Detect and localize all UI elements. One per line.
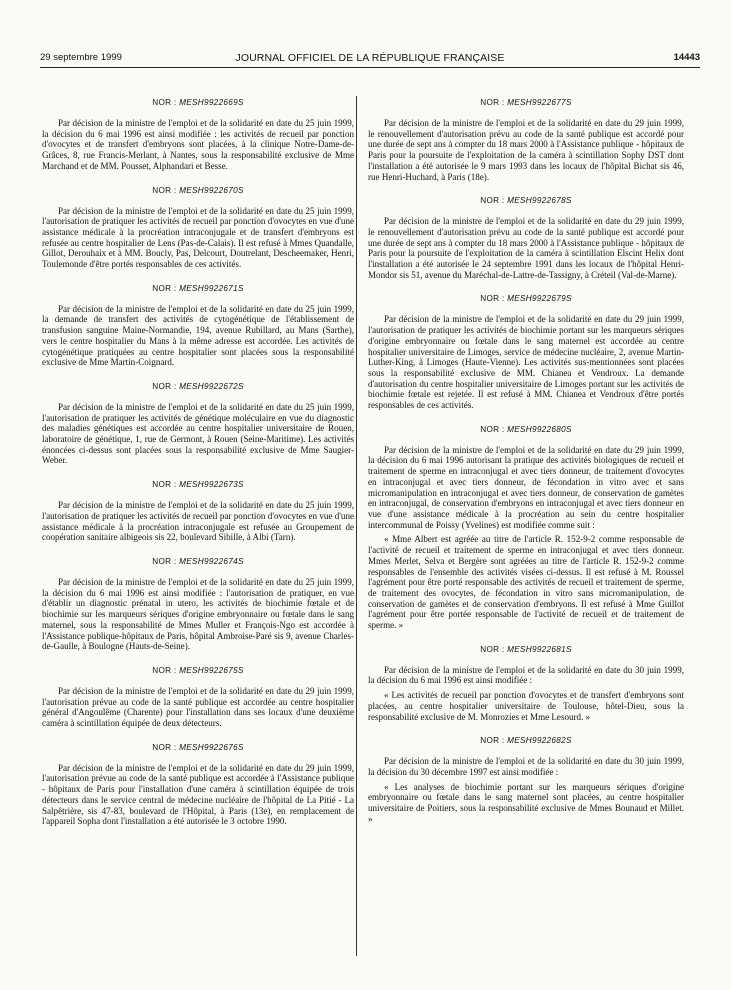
decision-text: Par décision de la ministre de l'emploi et de la solidarité en date du 25 juin 1999, l'autorisation de pratiquer les activités de recueil par ponction d'ovocytes en vue d'une assistance médicale à la procréation intraconjugale et de transfert d'embryons est refusée au centre hospitalier de Lens (Pas-de-Calais). Il est refusé à Mmes Quandalle, Gillot, Derouhaix et à MM. Boucly, Pas, Delcourt, Doutrelant, Descheemaker, Henri, Toulemonde d'être portés responsables de ces activités. [42, 205, 354, 270]
nor-code: MESH9922681S [507, 644, 572, 654]
nor-code: MESH9922680S [507, 424, 572, 434]
page-number: 14443 [673, 52, 700, 63]
nor-code: MESH9922676S [179, 742, 244, 752]
decision-text: Par décision de la ministre de l'emploi et de la solidarité en date du 25 juin 1999, l'autorisation de pratiquer les activités de recueil par ponction d'ovocytes en vue d'une assistance médicale à la procréation intraconjugale est refusée au Groupement de coopération sanitaire albigeois sis 22, boulevard Sibille, à Albi (Tarn). [42, 500, 354, 543]
nor-code: MESH9922677S [507, 98, 572, 107]
nor-reference [42, 557, 354, 566]
decision-entry [368, 736, 684, 824]
column-divider [356, 96, 357, 956]
decision-entry [42, 186, 354, 270]
decision-entry [42, 284, 354, 368]
nor-code: MESH9922679S [507, 294, 572, 304]
nor-code: MESH9922671S [179, 283, 244, 293]
decision-text: « Les activités de recueil par ponction d'ovocytes et de transfert d'embryons sont placées, au centre hospitalier universitaire de Toulouse, hôtel-Dieu, sous la responsabilité exclusive de M. Monrozies et Mme Lesourd. » [368, 690, 684, 722]
nor-label: NOR : [480, 98, 505, 107]
nor-label: NOR : [152, 283, 177, 293]
decision-text: Par décision de la ministre de l'emploi et de la solidarité en date du 25 juin 1999, l'autorisation de pratiquer les activités de génétique moléculaire en vue du diagnostic des maladies génétiques est accordée au centre hospitalier universitaire de Rouen, laboratoire de génétique, 1, rue de Germont, à Rouen (Seine-Maritime). Les activités énoncées ci-dessus sont placées sous la responsabilité exclusive de Mme Saugier-Weber. [42, 401, 354, 466]
nor-reference [42, 98, 354, 107]
nor-code: MESH9922678S [507, 196, 572, 206]
decision-entry [368, 98, 684, 182]
journal-title: JOURNAL OFFICIEL DE LA RÉPUBLIQUE FRANÇAISE [235, 52, 505, 64]
decision-text: Par décision de la ministre de l'emploi et de la solidarité en date du 29 juin 1999, la décision du 6 mai 1996 autorisant la pratique des activités biologiques de recueil et traitement de sperme en intraconjugal et avec tiers donneur, de traitement d'ovocytes en intraconjugal et avec tiers donneur, de fécondation in vitro avec et sans micromanipulation en intraconjugal et avec tiers donneur, de conservation de gamètes en intraconjugal, de conservation d'embryons en intraconjugal et avec tiers donneur en vue d'une assistance médicale à la procréation au sein du centre hospitalier intercommunal de Poissy (Yvelines) est modifiée comme suit : [368, 444, 684, 530]
decision-entry [42, 557, 354, 652]
decision-entry [42, 743, 354, 827]
nor-label: NOR : [152, 742, 177, 752]
nor-reference [42, 186, 354, 195]
left-column [42, 98, 354, 841]
decision-entry [368, 645, 684, 723]
decision-entry [42, 666, 354, 729]
nor-reference [42, 284, 354, 293]
nor-label: NOR : [480, 196, 505, 206]
nor-reference [368, 98, 684, 107]
header-date: 29 septembre 1999 [40, 52, 122, 63]
nor-code: MESH9922669S [179, 98, 244, 107]
nor-label: NOR : [152, 665, 177, 675]
nor-reference [42, 382, 354, 391]
decision-text: Par décision de la ministre de l'emploi et de la solidarité en date du 30 juin 1999, la décision du 30 décembre 1997 est ainsi modifiée : [368, 756, 684, 777]
nor-code: MESH9922674S [179, 556, 244, 566]
page-header [40, 52, 700, 68]
decision-text: Par décision de la ministre de l'emploi et de la solidarité en date du 29 juin 1999, le renouvellement d'autorisation prévu au code de la santé publique est accordé pour une durée de sept ans à compter du 18 mars 2000 à l'Assistance publique - hôpitaux de Paris pour la poursuite de l'exploitation de la caméra à scintillation Elscint Helix dont l'installation a été autorisée le 24 septembre 1991 dans les locaux de l'hôpital Henri-Mondor sis 51, avenue du Maréchal-de-Lattre-de-Tassigny, à Créteil (Val-de-Marne). [368, 216, 684, 280]
nor-reference [368, 736, 684, 745]
nor-label: NOR : [480, 294, 505, 304]
decision-text: Par décision de la ministre de l'emploi et de la solidarité en date du 25 juin 1999, la décision du 6 mai 1996 est ainsi modifiée : l'autorisation de pratiquer, en vue d'établir un diagnostic prénatal in utero, les activités de biochimie fœtale et de biochimie sur les marqueurs sériques d'origine embryonnaire ou fœtale dans le sang maternel, sous la responsabilité de Mmes Muller et François-Ngo est accordée à l'Assistance publique-hôpitaux de Paris, hôpital Ambroise-Paré sis 9, avenue Charles-de-Gaulle, à Boulogne (Hauts-de-Seine). [42, 576, 354, 652]
nor-code: MESH9922672S [179, 381, 244, 391]
decision-text: Par décision de la ministre de l'emploi et de la solidarité en date du 29 juin 1999, l'autorisation prévue au code de la santé publique est accordée au centre hospitalier général d'Angoulême (Charente) pour l'installation dans ses locaux d'une deuxième caméra à scintillation équipée de deux détecteurs. [42, 685, 354, 729]
decision-entry [42, 382, 354, 466]
decision-text: Par décision de la ministre de l'emploi et de la solidarité en date du 29 juin 1999, l'autorisation prévue au code de la santé publique est accordée à l'Assistance publique - hôpitaux de Paris pour l'installation d'une caméra à scintillation équipée de trois détecteurs dans le service central de médecine nucléaire de l'hôpital de La Pitié - La Salpêtrière, sis 47-83, boulevard de l'Hôpital, à Paris (13e), en remplacement de l'appareil Sopha dont l'installation a été autorisée le 3 octobre 1990. [42, 762, 354, 827]
decision-entry [368, 294, 684, 410]
nor-reference [368, 294, 684, 303]
nor-code: MESH9922675S [179, 665, 244, 675]
nor-code: MESH9922682S [507, 736, 572, 746]
nor-label: NOR : [480, 644, 505, 654]
nor-label: NOR : [152, 98, 177, 107]
decision-entry [42, 480, 354, 543]
nor-reference [42, 480, 354, 489]
decision-text: Par décision de la ministre de l'emploi et de la solidarité en date du 29 juin 1999, l'autorisation de pratiquer les activités de biochimie portant sur les marqueurs sériques d'origine embryonnaire ou fœtale dans le sang maternel est accordée au centre hospitalier universitaire de Limoges, service de médecine nucléaire, 2, avenue Martin-Luther-King, à Limoges (Haute-Vienne). Les activités sus-mentionnées sont placées sous la responsabilité exclusive de MM. Chianea et Vendroux. La demande d'autorisation du centre hospitalier universitaire de Limoges portant sur les activités de biochimie fœtale est rejetée. Il est refusé à MM. Chianea et Vendroux d'être portés responsables de ces activités. [368, 314, 684, 411]
decision-text: « Les analyses de biochimie portant sur les marqueurs sériques d'origine embryonnaire ou fœtale dans le sang maternel sont placées, au centre hospitalier universitaire de Poitiers, sous la responsabilité exclusive de Mmes Bounaud et Millet. » [368, 781, 684, 824]
nor-label: NOR : [152, 381, 177, 391]
nor-code: MESH9922670S [179, 185, 244, 195]
nor-label: NOR : [152, 185, 177, 195]
nor-label: NOR : [152, 480, 177, 490]
nor-reference [368, 645, 684, 654]
nor-code: MESH9922673S [179, 480, 244, 490]
nor-reference [368, 425, 684, 434]
decision-entry [368, 196, 684, 280]
nor-label: NOR : [152, 556, 177, 566]
decision-text: Par décision de la ministre de l'emploi et de la solidarité en date du 25 juin 1999, la décision du 6 mai 1996 est ainsi modifiée : les activités de recueil par ponction d'ovocytes et de transfert d'embryons sont placées, à la clinique Notre-Dame-de-Grâces, 8, rue Francis-Merlant, à Nantes, sous la responsabilité exclusive de Mme Marchand et de MM. Pousset, Alphandari et Besse. [42, 118, 354, 171]
decision-text: « Mme Albert est agréée au titre de l'article R. 152-9-2 comme responsable de l'activité de recueil et traitement de sperme en intraconjugal et avec tiers donneur. Mmes Merlet, Selva et Bergère sont agréées au titre de l'article R. 152-9-2 comme responsables de l'ensemble des activités visées ci-dessus. Il est refusé à M. Roussel l'agrément pour être porté responsable des activités de recueil et traitement de sperme, de traitement des ovocytes, de fécondation in vitro sans micromanipulation, de conservation de gamètes et de conservation d'embryons. Il est refusé à Mme Guillot l'agrément pour être portée responsable de l'activité de recueil et de traitement de sperme. » [368, 534, 684, 631]
nor-label: NOR : [480, 736, 505, 746]
nor-reference [368, 196, 684, 205]
nor-label: NOR : [480, 424, 505, 434]
decision-entry [42, 98, 354, 172]
decision-text: Par décision de la ministre de l'emploi et de la solidarité en date du 29 juin 1999, le renouvellement d'autorisation prévu au code de la santé publique est accordé pour une durée de sept ans à compter du 18 mars 2000 à l'Assistance publique - hôpitaux de Paris pour la poursuite de l'exploitation de la caméra à scintillation Sophy DST dont l'installation a été autorisée le 9 mars 1993 dans les locaux de l'hôpital Bichat sis 46, rue Henri-Huchard, à Paris (18e). [368, 118, 684, 182]
right-column [368, 98, 684, 838]
header-rule [40, 67, 700, 68]
decision-text: Par décision de la ministre de l'emploi et de la solidarité en date du 30 juin 1999, la décision du 6 mai 1996 est ainsi modifiée : [368, 664, 684, 686]
nor-reference [42, 666, 354, 675]
decision-text: Par décision de la ministre de l'emploi et de la solidarité en date du 25 juin 1999, la demande de transfert des activités de cytogénétique de l'établissement de transfusion sanguine Maine-Normandie, 194, avenue Rubillard, au Mans (Sarthe), vers le centre hospitalier du Mans à la même adresse est accordée. Les activités de cytogénétique pratiquées au centre hospitalier sont placées sous la responsabilité exclusive de Mme Martin-Coignard. [42, 303, 354, 368]
nor-reference [42, 743, 354, 752]
decision-entry [368, 425, 684, 631]
